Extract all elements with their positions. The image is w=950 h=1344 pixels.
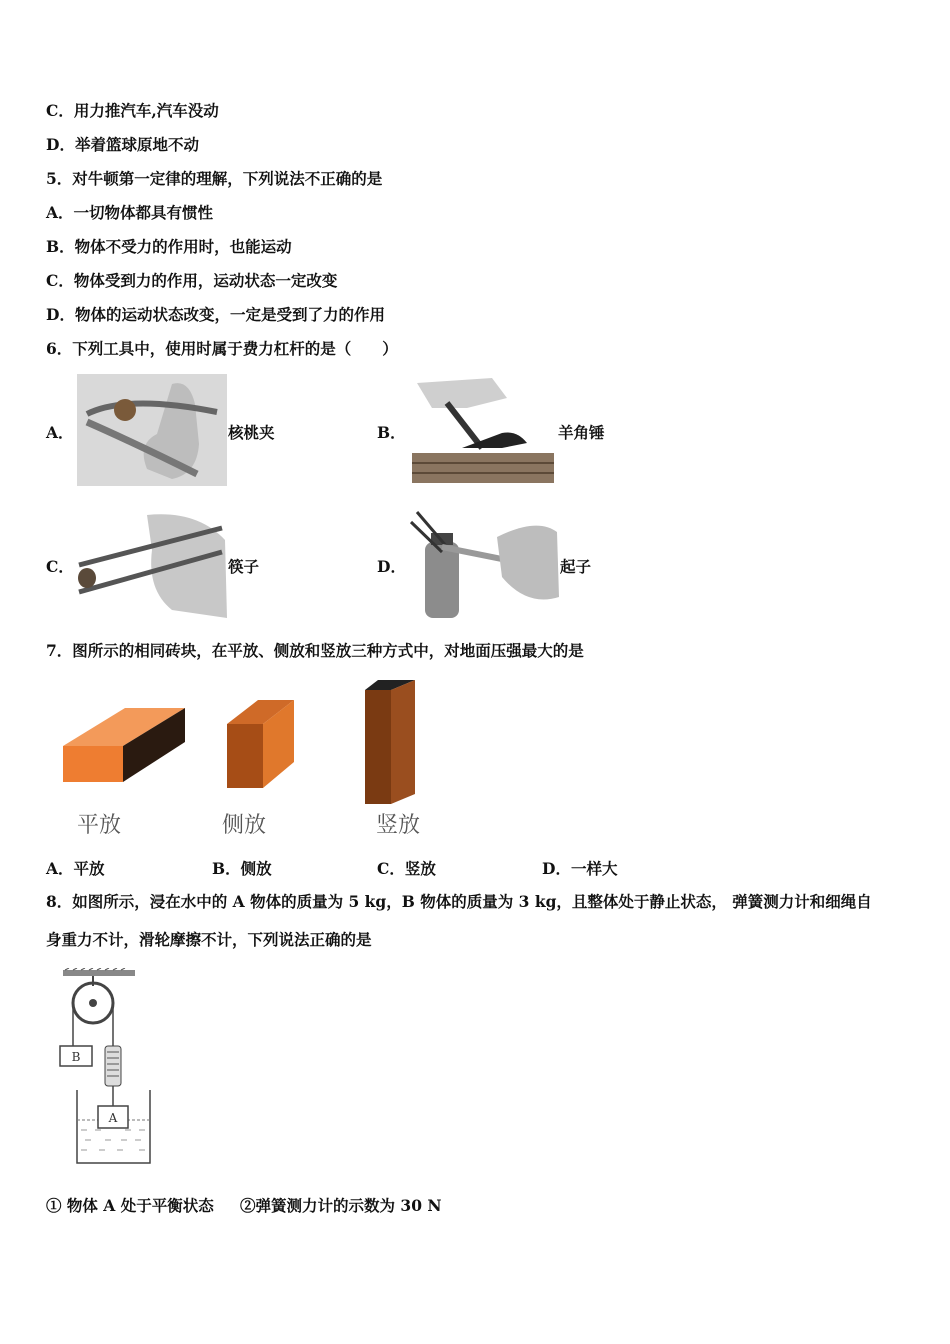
bottle-opener-image bbox=[407, 507, 559, 618]
brick-caption-side: 侧放 bbox=[222, 813, 267, 838]
q5-option-c: C．物体受到力的作用，运动状态一定改变 bbox=[46, 271, 338, 290]
q7-choice-a: A．平放 bbox=[46, 859, 105, 878]
q6-c-letter: C． bbox=[46, 557, 74, 576]
option-c-prev: C．用力推汽车,汽车没动 bbox=[46, 101, 219, 120]
question-5: 5．对牛顿第一定律的理解，下列说法不正确的是 bbox=[46, 169, 383, 188]
q6-d-name: 起子 bbox=[560, 557, 592, 576]
q6-b-name: 羊角锤 bbox=[558, 423, 605, 442]
q7-choice-c: C．竖放 bbox=[377, 859, 436, 878]
claw-hammer-image bbox=[407, 378, 557, 486]
question-6: 6．下列工具中，使用时属于费力杠杆的是（ ） bbox=[46, 339, 398, 358]
upright-brick-side bbox=[391, 680, 415, 804]
q5-option-b: B．物体不受力的作用时，也能运动 bbox=[46, 237, 292, 256]
q6-a-name: 核桃夹 bbox=[228, 423, 275, 442]
question-8-line2: 身重力不计，滑轮摩擦不计，下列说法正确的是 bbox=[46, 930, 372, 949]
question-8-line1: 8．如图所示，浸在水中的 A 物体的质量为 5 kg，B 物体的质量为 3 kg，且整体处于静止状态， 弹簧测力计和细绳自 bbox=[46, 892, 872, 911]
pulley-diagram bbox=[55, 968, 155, 1168]
option-d-prev: D．举着篮球原地不动 bbox=[46, 135, 199, 154]
bricks-figure bbox=[60, 676, 440, 808]
brick-caption-flat: 平放 bbox=[77, 813, 122, 838]
q5-option-d: D．物体的运动状态改变，一定是受到了力的作用 bbox=[46, 305, 385, 324]
brick-caption-upright: 竖放 bbox=[376, 813, 421, 838]
q7-choice-d: D．一样大 bbox=[542, 859, 618, 878]
upright-brick-front bbox=[365, 690, 391, 804]
q6-a-letter: A． bbox=[46, 423, 74, 442]
block-b-label: B bbox=[71, 1050, 81, 1064]
q7-choices bbox=[0, 857, 950, 879]
q7-choice-b: B．侧放 bbox=[212, 859, 272, 878]
q6-b-letter: B． bbox=[377, 423, 406, 442]
q5-option-a: A．一切物体都具有惯性 bbox=[46, 203, 214, 222]
question-7: 7．图所示的相同砖块，在平放、侧放和竖放三种方式中，对地面压强最大的是 bbox=[46, 641, 584, 660]
block-a-label: A bbox=[108, 1111, 118, 1125]
chopsticks-image bbox=[77, 510, 227, 618]
question-8-statements: ① 物体 A 处于平衡状态 ②弹簧测力计的示数为 30 N bbox=[46, 1196, 442, 1215]
q6-d-letter: D． bbox=[377, 557, 406, 576]
flat-brick-front bbox=[63, 746, 123, 782]
side-brick-front bbox=[227, 724, 263, 788]
nutcracker-image bbox=[77, 374, 227, 486]
q6-c-name: 筷子 bbox=[228, 557, 260, 576]
